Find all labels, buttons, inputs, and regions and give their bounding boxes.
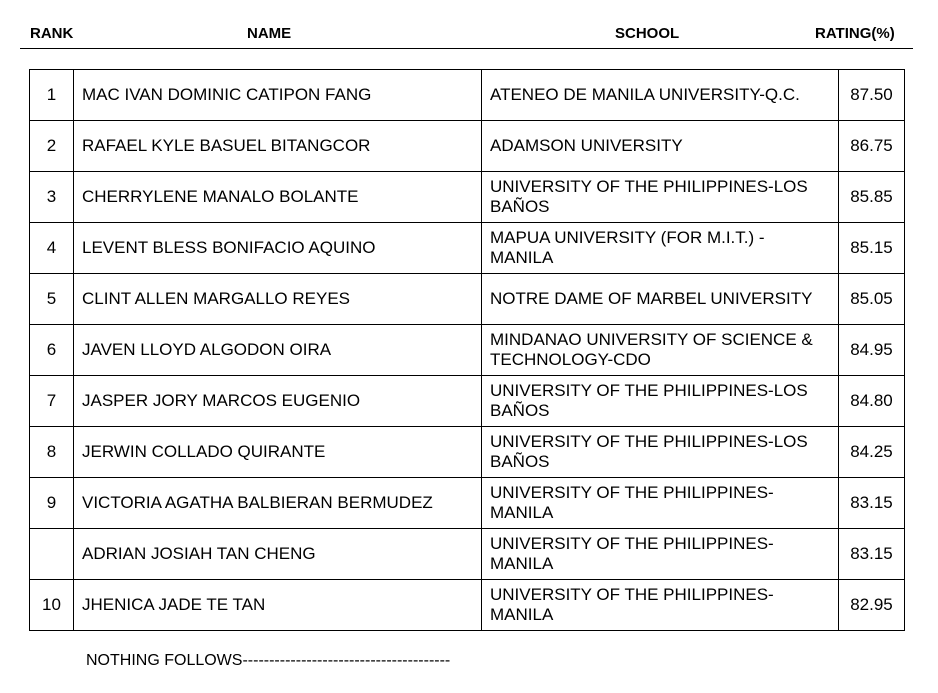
rating-cell: 87.50 [839, 70, 905, 121]
rank-cell: 4 [30, 223, 74, 274]
table-row [30, 529, 905, 580]
name-cell: LEVENT BLESS BONIFACIO AQUINO [74, 223, 482, 274]
rank-cell: 5 [30, 274, 74, 325]
rating-cell: 85.05 [839, 274, 905, 325]
rating-cell: 86.75 [839, 121, 905, 172]
school-cell: NOTRE DAME OF MARBEL UNIVERSITY [482, 274, 839, 325]
rating-cell: 85.15 [839, 223, 905, 274]
rating-cell: 84.95 [839, 325, 905, 376]
header-rating: RATING(%) [815, 25, 895, 42]
column-header [20, 22, 913, 49]
name-cell: VICTORIA AGATHA BALBIERAN BERMUDEZ [74, 478, 482, 529]
rank-cell: 1 [30, 70, 74, 121]
school-cell: UNIVERSITY OF THE PHILIPPINES-MANILA [482, 478, 839, 529]
table-row [30, 121, 905, 172]
school-cell: MINDANAO UNIVERSITY OF SCIENCE & TECHNOLOGY-CDO [482, 325, 839, 376]
school-cell: UNIVERSITY OF THE PHILIPPINES-LOS BAÑOS [482, 376, 839, 427]
rank-cell: 9 [30, 478, 74, 529]
table-row [30, 325, 905, 376]
name-cell: MAC IVAN DOMINIC CATIPON FANG [74, 70, 482, 121]
name-cell: JHENICA JADE TE TAN [74, 580, 482, 631]
rating-cell: 83.15 [839, 529, 905, 580]
rating-cell: 83.15 [839, 478, 905, 529]
rating-cell: 84.80 [839, 376, 905, 427]
rank-cell: 8 [30, 427, 74, 478]
rank-cell: 2 [30, 121, 74, 172]
results-table [29, 69, 905, 631]
school-cell: UNIVERSITY OF THE PHILIPPINES-LOS BAÑOS [482, 427, 839, 478]
name-cell: CLINT ALLEN MARGALLO REYES [74, 274, 482, 325]
school-cell: ATENEO DE MANILA UNIVERSITY-Q.C. [482, 70, 839, 121]
rating-cell: 82.95 [839, 580, 905, 631]
rank-cell: 3 [30, 172, 74, 223]
school-cell: UNIVERSITY OF THE PHILIPPINES-MANILA [482, 580, 839, 631]
school-cell: UNIVERSITY OF THE PHILIPPINES-LOS BAÑOS [482, 172, 839, 223]
name-cell: RAFAEL KYLE BASUEL BITANGCOR [74, 121, 482, 172]
rank-cell: 10 [30, 580, 74, 631]
header-name: NAME [247, 25, 292, 42]
school-cell: MAPUA UNIVERSITY (FOR M.I.T.) - MANILA [482, 223, 839, 274]
name-cell: CHERRYLENE MANALO BOLANTE [74, 172, 482, 223]
table-row [30, 376, 905, 427]
rank-cell: 6 [30, 325, 74, 376]
school-cell: UNIVERSITY OF THE PHILIPPINES-MANILA [482, 529, 839, 580]
table-row [30, 172, 905, 223]
name-cell: JERWIN COLLADO QUIRANTE [74, 427, 482, 478]
table-row [30, 580, 905, 631]
table-row [30, 70, 905, 121]
name-cell: ADRIAN JOSIAH TAN CHENG [74, 529, 482, 580]
name-cell: JASPER JORY MARCOS EUGENIO [74, 376, 482, 427]
table-row [30, 223, 905, 274]
nothing-follows-note: NOTHING FOLLOWS--------------------------------------- [86, 652, 451, 669]
table-row [30, 274, 905, 325]
table-row [30, 478, 905, 529]
table-row [30, 427, 905, 478]
rank-cell: 7 [30, 376, 74, 427]
header-school: SCHOOL [615, 25, 680, 42]
name-cell: JAVEN LLOYD ALGODON OIRA [74, 325, 482, 376]
header-rank: RANK [30, 25, 74, 42]
rank-cell [30, 529, 74, 580]
rating-cell: 84.25 [839, 427, 905, 478]
school-cell: ADAMSON UNIVERSITY [482, 121, 839, 172]
rating-cell: 85.85 [839, 172, 905, 223]
